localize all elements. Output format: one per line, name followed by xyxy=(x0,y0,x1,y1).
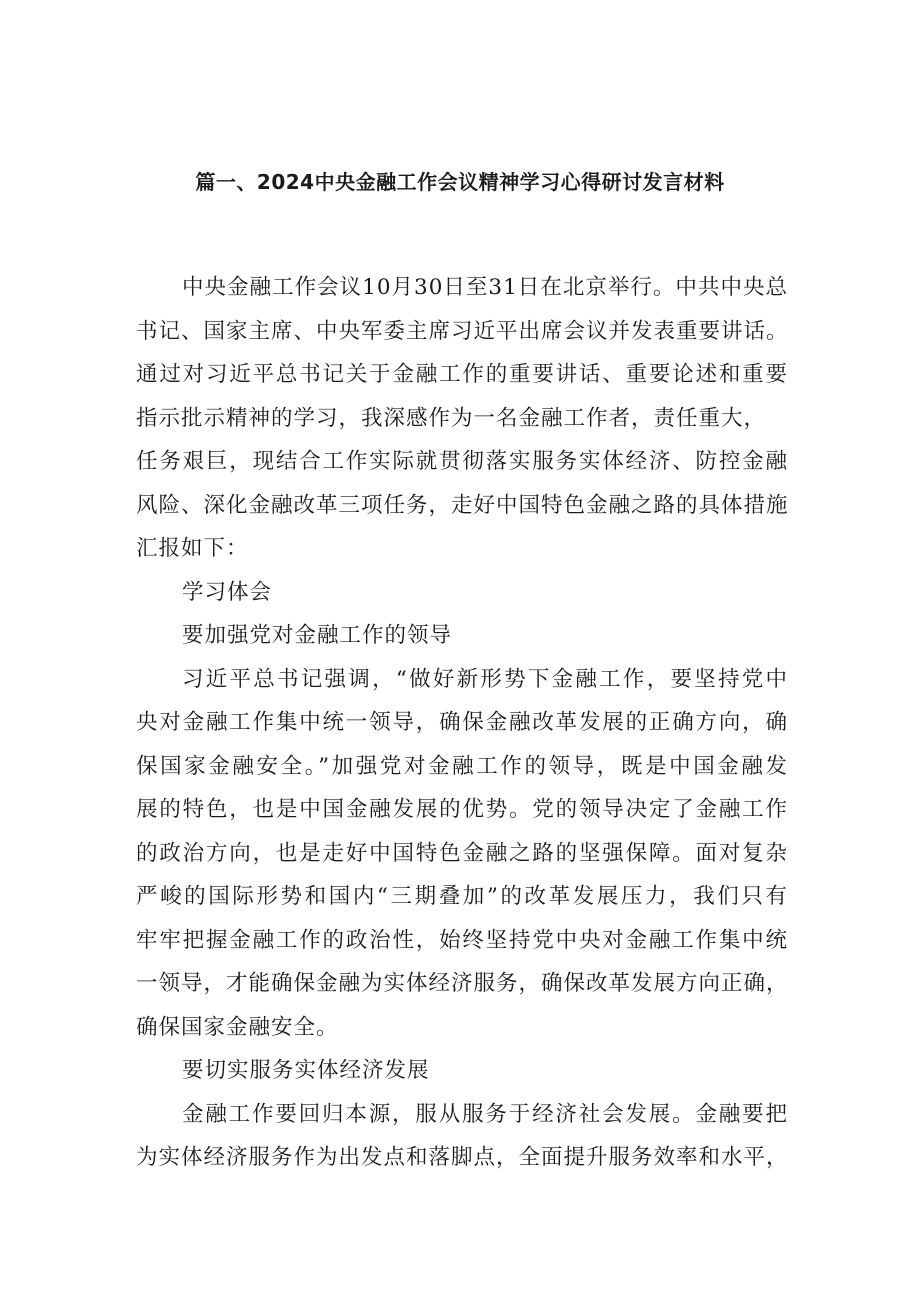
section-heading: 学习体会 xyxy=(182,579,273,605)
paragraph-line: 展的特色，也是中国金融发展的优势。党的领导决定了金融工作 xyxy=(136,797,788,822)
paragraph-line: 中央金融工作会议10月30日至31日在北京举行。中共中央总 xyxy=(182,275,788,300)
paragraph-line: 严峻的国际形势和国内“三期叠加”的改革发展压力，我们只有 xyxy=(136,884,788,909)
paragraph-line: 金融工作要回归本源，服从服务于经济社会发展。金融要把 xyxy=(182,1101,788,1127)
paragraph-line: 的政治方向，也是走好中国特色金融之路的坚强保障。面对复杂 xyxy=(136,840,788,866)
paragraph-line: 习近平总书记强调，“做好新形势下金融工作，要坚持党中 xyxy=(182,666,788,692)
paragraph-line: 通过对习近平总书记关于金融工作的重要讲话、重要论述和重要 xyxy=(136,362,788,387)
paragraph-line: 指示批示精神的学习，我深感作为一名金融工作者，责任重大， xyxy=(136,405,767,431)
paragraph-line: 保国家金融安全。”加强党对金融工作的领导，既是中国金融发 xyxy=(136,753,788,779)
paragraph-line: 汇报如下： xyxy=(136,536,249,561)
paragraph-line: 一领导，才能确保金融为实体经济服务，确保改革发展方向正确， xyxy=(136,971,789,996)
paragraph-line: 为实体经济服务作为出发点和落脚点，全面提升服务效率和水平， xyxy=(136,1145,789,1170)
subsection-heading: 要切实服务实体经济发展 xyxy=(182,1058,430,1083)
paragraph-line: 确保国家金融安全。 xyxy=(136,1014,339,1040)
paragraph-line: 任务艰巨，现结合工作实际就贯彻落实服务实体经济、防控金融 xyxy=(136,449,788,474)
document-title: 篇一、2024中央金融工作会议精神学习心得研讨发言材料 xyxy=(195,170,725,194)
subsection-heading: 要加强党对金融工作的领导 xyxy=(182,623,453,648)
document-body xyxy=(136,266,788,1180)
paragraph-line: 书记、国家主席、中央军委主席习近平出席会议并发表重要讲话。 xyxy=(136,318,789,344)
paragraph-line: 央对金融工作集中统一领导，确保金融改革发展的正确方向，确 xyxy=(136,710,788,735)
paragraph-line: 牢牢把握金融工作的政治性，始终坚持党中央对金融工作集中统 xyxy=(136,927,788,953)
paragraph-line: 风险、深化金融改革三项任务，走好中国特色金融之路的具体措施 xyxy=(136,492,789,518)
